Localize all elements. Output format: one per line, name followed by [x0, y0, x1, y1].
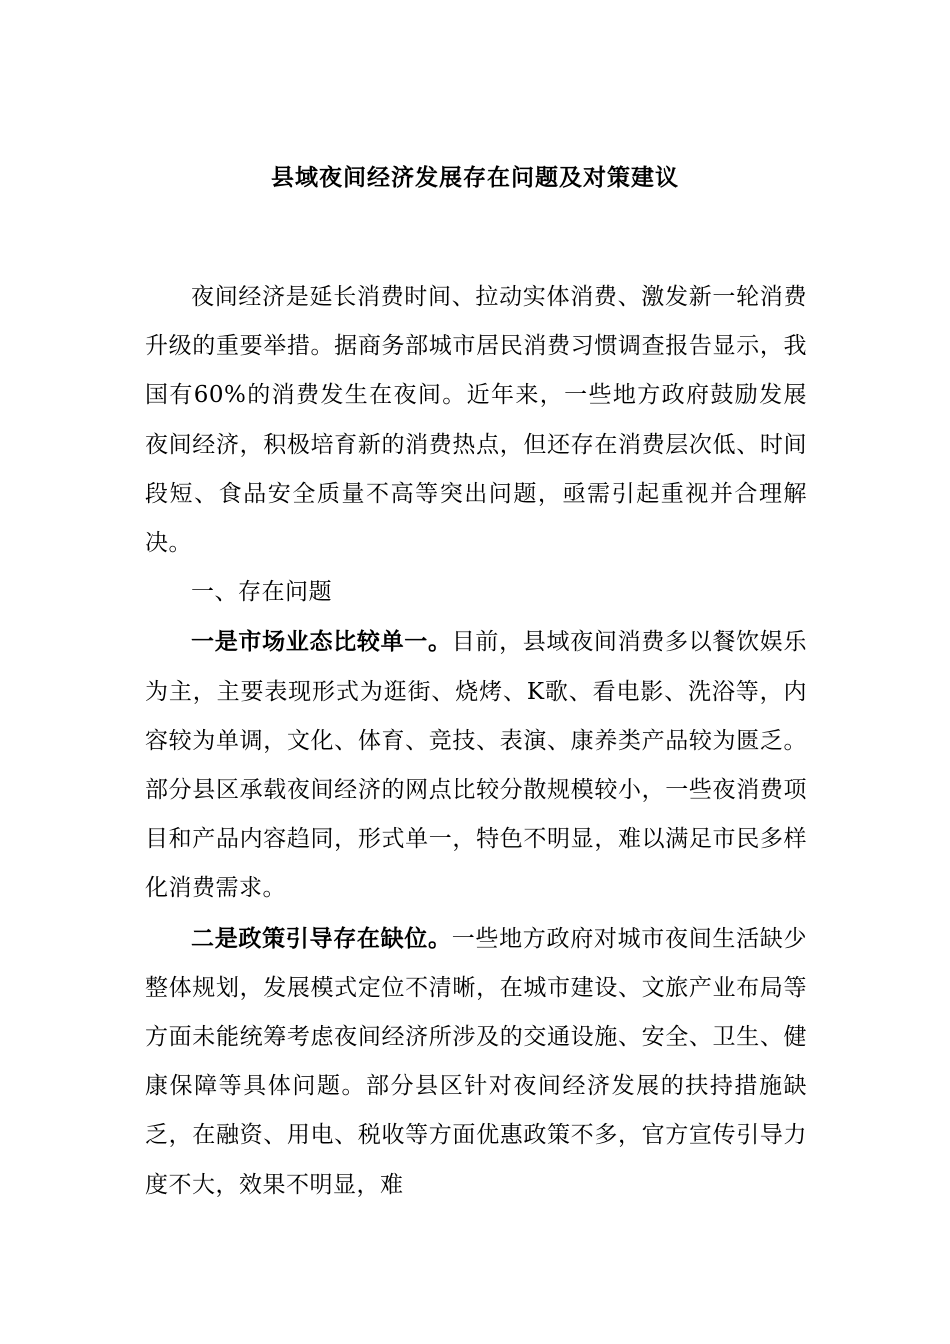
document-body	[145, 273, 807, 1210]
point-one-text: 目前，县域夜间消费多以餐饮娱乐为主，主要表现形式为逛街、烧烤、K歌、看电影、洗浴等，内容较为单调，文化、体育、竞技、表演、康养类产品较为匮乏。部分县区承载夜间经济的网点比较分散规模较小，一些夜消费项目和产品内容趋同，形式单一，特色不明显，难以满足市民多样化消费需求。	[145, 629, 808, 902]
section-heading: 一、存在问题	[191, 579, 332, 606]
point-two-text: 一些地方政府对城市夜间生活缺少整体规划，发展模式定位不清晰，在城市建设、文旅产业布局等方面未能统筹考虑夜间经济所涉及的交通设施、安全、卫生、健康保障等具体问题。部分县区针对夜间经济发展的扶持措施缺乏，在融资、用电、税收等方面优惠政策不多，官方宣传引导力度不大，效果不明显，难	[145, 925, 808, 1198]
point-two-lead: 二是政策引导存在缺位。	[191, 924, 452, 952]
intro-paragraph: 夜间经济是延长消费时间、拉动实体消费、激发新一轮消费升级的重要举措。据商务部城市居民消费习惯调查报告显示，我国有60%的消费发生在夜间。近年来，一些地方政府鼓励发展夜间经济，积极培育新的消费热点，但还存在消费层次低、时间段短、食品安全质量不高等突出问题，亟需引起重视并合理解决。	[145, 284, 807, 557]
point-one-paragraph	[145, 617, 807, 913]
point-two-paragraph	[145, 914, 807, 1210]
document-title: 县域夜间经济发展存在问题及对策建议	[271, 164, 679, 191]
point-one-lead: 一是市场业态比较单一。	[191, 628, 452, 656]
